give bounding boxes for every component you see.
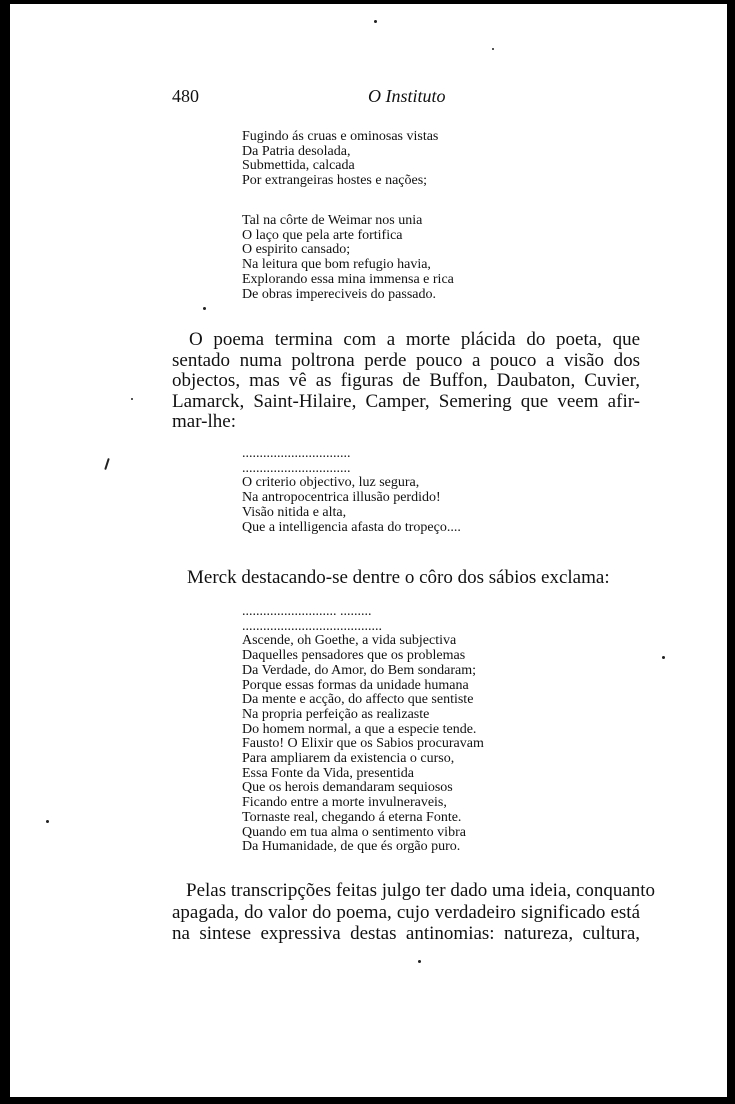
verse-line: Submettida, calcada xyxy=(242,158,355,174)
verse-line: Que a intelligencia afasta do tropeço.... xyxy=(242,519,461,535)
verse-line: Quando em tua alma o sentimento vibra xyxy=(242,824,466,840)
verse-line: Da mente e acção, do affecto que sentiste xyxy=(242,692,474,708)
paragraph-line: objectos, mas vê as figuras de Buffon, Daubaton, Cuvier, xyxy=(172,370,640,391)
verse-line: Ficando entre a morte invulneraveis, xyxy=(242,795,447,811)
verse-line: Da Humanidade, de que és orgão puro. xyxy=(242,839,461,855)
verse-line: Visão nitida e alta, xyxy=(242,504,347,520)
verse-line: ........................... ......... xyxy=(242,604,372,619)
scan-speck xyxy=(131,398,133,400)
scan-speck xyxy=(374,20,377,23)
verse-line: ........................................ xyxy=(242,618,382,634)
paragraph-2 xyxy=(172,880,656,945)
verse-line: De obras impereciveis do passado. xyxy=(242,286,436,302)
verse-line: Do homem normal, a que a especie tende. xyxy=(242,721,477,737)
verse-line: O laço que pela arte fortifica xyxy=(242,227,403,243)
verse-line: ............................... xyxy=(242,460,351,476)
stanza-2 xyxy=(242,214,454,302)
scan-speck xyxy=(662,656,665,659)
stanza-3 xyxy=(242,447,461,535)
paragraph-line: O poema termina com a morte plácida do poeta, que xyxy=(189,329,640,350)
verse-line: Porque essas formas da unidade humana xyxy=(242,677,469,693)
verse-line: Tal na côrte de Weimar nos unia xyxy=(242,213,423,228)
paragraph-line: Lamarck, Saint-Hilaire, Camper, Semering que veem afir- xyxy=(172,390,640,412)
page-header xyxy=(172,86,642,112)
paragraph-line: mar-lhe: xyxy=(172,411,236,432)
verse-line: O criterio objectivo, luz segura, xyxy=(242,475,420,491)
verse-line: Explorando essa mina immensa e rica xyxy=(242,271,454,287)
paragraph-line: apagada, do valor do poema, cujo verdadeiro significado está xyxy=(172,901,640,923)
stanza-4 xyxy=(242,605,484,855)
scan-speck xyxy=(418,960,421,963)
verse-line: Fugindo ás cruas e ominosas vistas xyxy=(242,129,439,144)
verse-line: Na leitura que bom refugio havia, xyxy=(242,257,431,273)
verse-line: Na antropocentrica illusão perdido! xyxy=(242,490,441,506)
scan-speck xyxy=(492,48,494,50)
paragraph-line: sentado numa poltrona perde pouco a pouco a visão dos xyxy=(172,349,640,371)
verse-line: Que os herois demandaram sequiosos xyxy=(242,780,453,796)
scan-speck xyxy=(46,820,49,823)
verse-line: Para ampliarem da existencia o curso, xyxy=(242,751,455,767)
verse-line: Ascende, oh Goethe, a vida subjectiva xyxy=(242,633,457,649)
paragraph-1 xyxy=(172,330,640,433)
verse-line: Por extrangeiras hostes e nações; xyxy=(242,173,428,189)
running-title: O Instituto xyxy=(368,86,446,106)
paragraph-line: Pelas transcripções feitas julgo ter dado uma ideia, conquanto xyxy=(186,880,656,901)
verse-line: Da Patria desolada, xyxy=(242,143,351,159)
paragraph-line: na sintese expressiva destas antinomias: natureza, cultura, xyxy=(172,923,640,944)
verse-line: Daquelles pensadores que os problemas xyxy=(242,648,466,664)
scan-speck xyxy=(203,307,206,310)
verse-line: Da Verdade, do Amor, do Bem sondaram; xyxy=(242,662,477,678)
verse-line: O espirito cansado; xyxy=(242,242,351,258)
verse-line: Fausto! O Elixir que os Sabios procuravam xyxy=(242,736,484,752)
verse-line: Na propria perfeição as realizaste xyxy=(242,706,430,722)
verse-line: Essa Fonte da Vida, presentida xyxy=(242,765,414,781)
verse-line: Tornaste real, chegando á eterna Fonte. xyxy=(242,809,462,825)
verse-line: ............................... xyxy=(242,446,351,461)
intro-line: Merck destacando-se dentre o côro dos sábios exclama: xyxy=(187,567,610,588)
stanza-1 xyxy=(242,130,438,189)
page-number: 480 xyxy=(172,86,199,106)
